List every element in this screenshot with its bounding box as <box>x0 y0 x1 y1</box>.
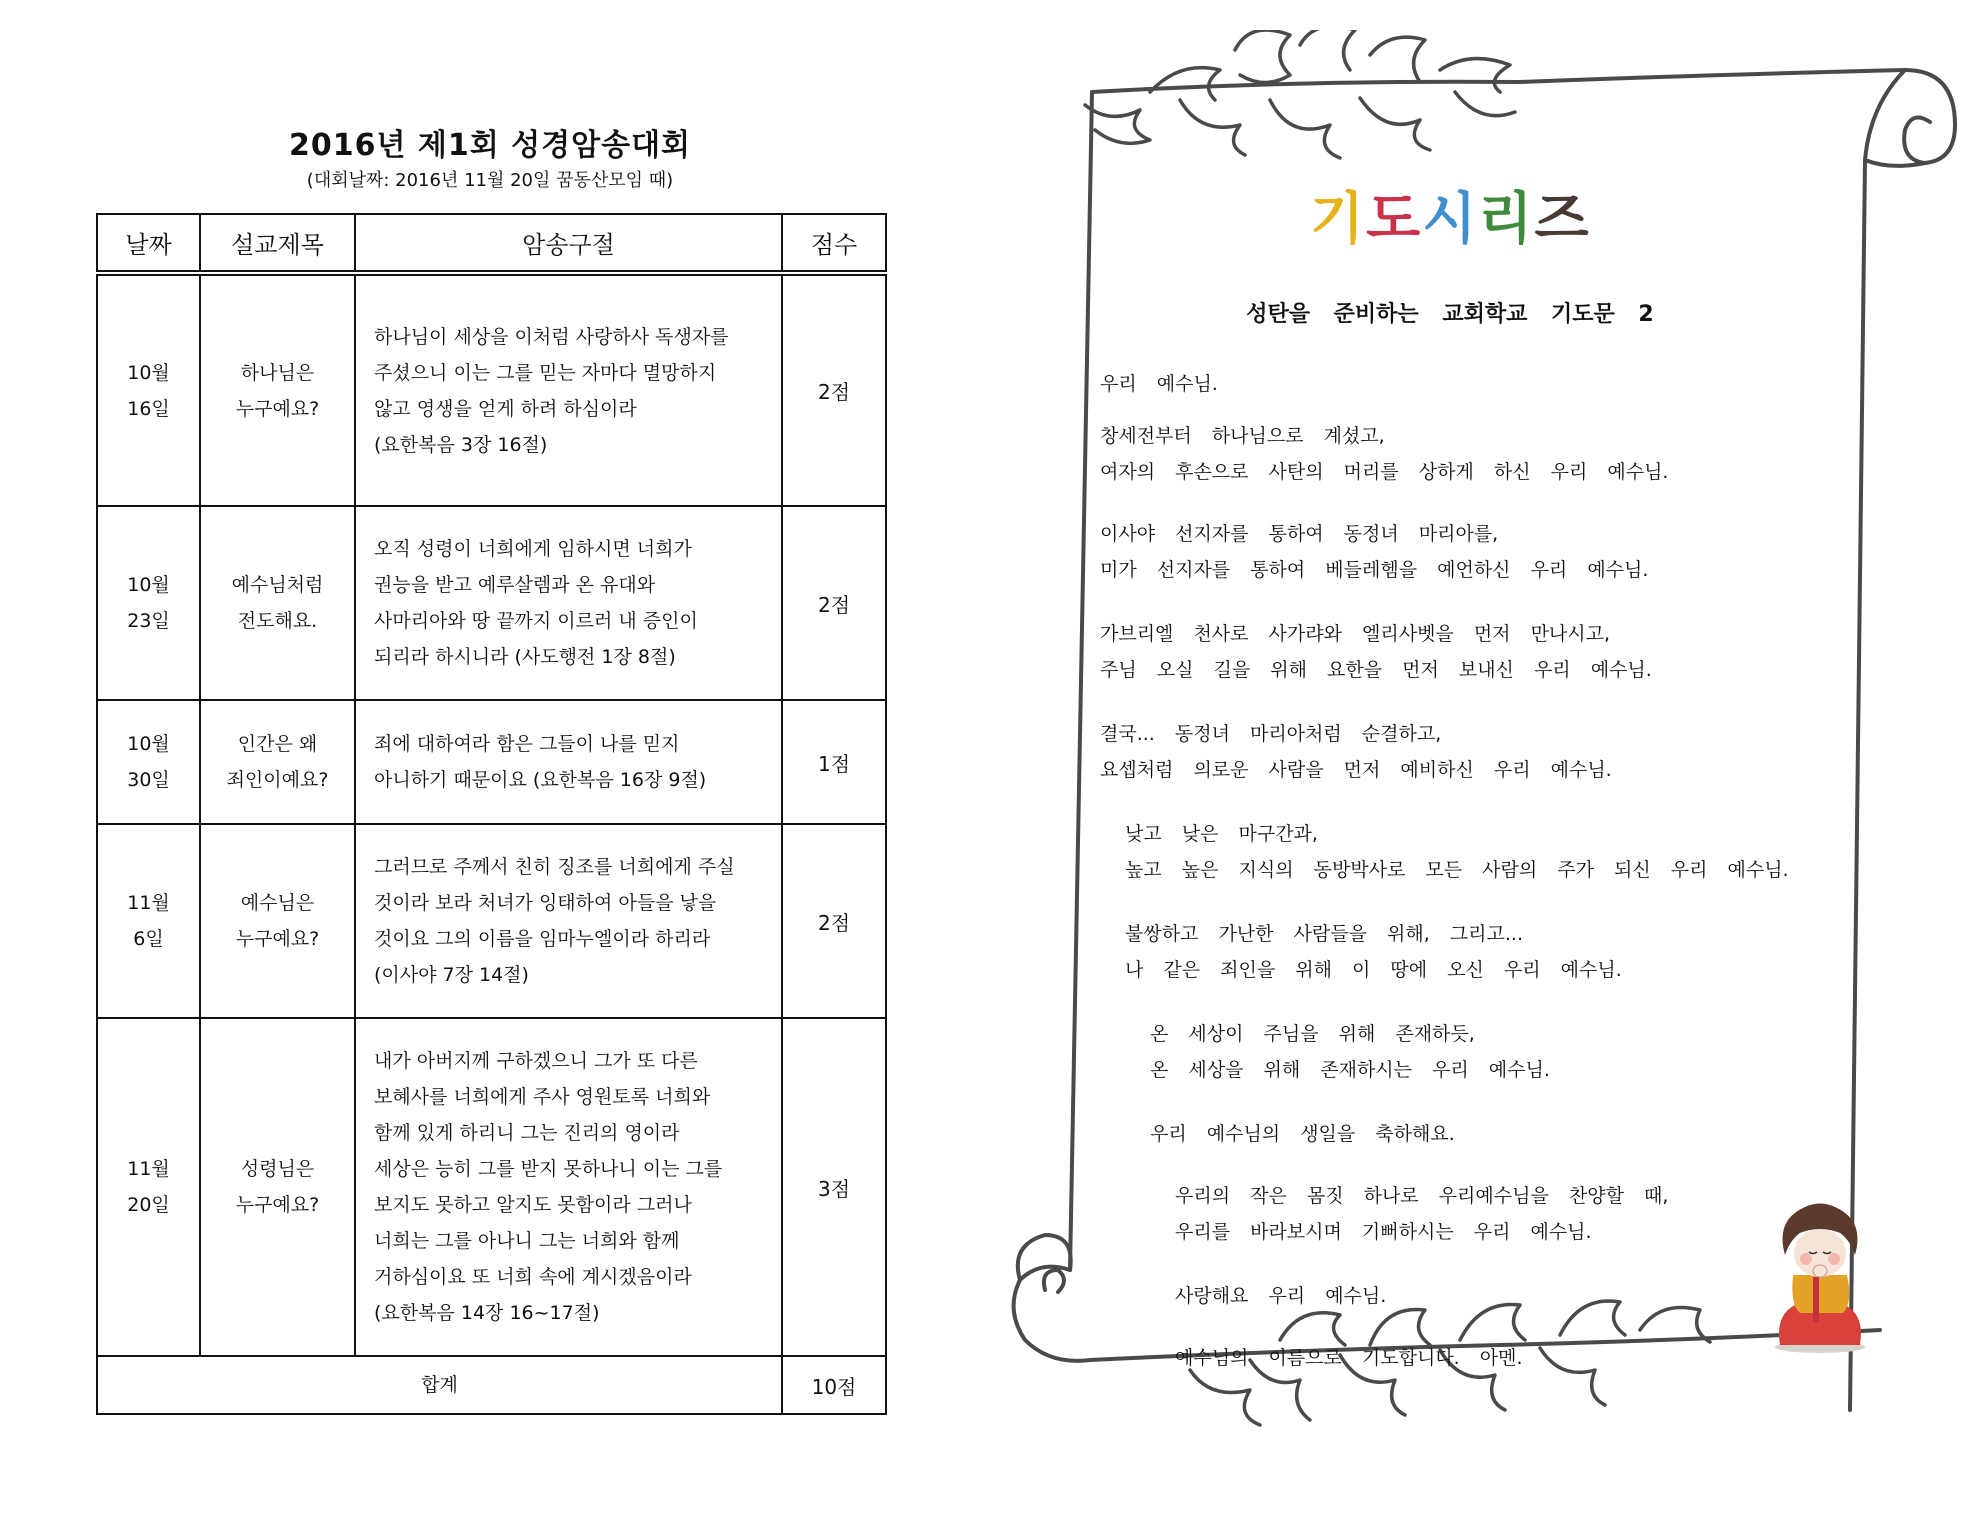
prayer-series-title <box>1310 175 1591 255</box>
table-row <box>97 273 886 506</box>
date-cell: 10월 23일 <box>97 506 200 700</box>
table-row <box>97 1018 886 1356</box>
contest-title: 2016년 제1회 성경암송대회 <box>288 128 692 163</box>
prayer-stanza: 결국... 동정녀 마리아처럼 순결하고, 요셉처럼 의로운 사람을 먼저 예비하신 우리 예수님. <box>1100 723 1612 781</box>
prayer-stanza: 가브리엘 천사로 사가랴와 엘리사벳을 먼저 만나시고, 주님 오실 길을 위해 요한을 먼저 보내신 우리 예수님. <box>1100 623 1652 681</box>
verse-cell: 내가 아버지께 구하겠으니 그가 또 다른 보혜사를 너희에게 주사 영원토록 너희와 함께 있게 하리니 그는 진리의 영이라 세상은 능히 그를 받지 못하나니 이는 그를 보지도 못하고 알지도 못함이라 그러나 너희는 그를 아나니 그는 너희와 함께 거하심이요 또 너희 속에 계시겠음이라 (요한복음 14장 16~17절) <box>355 1018 782 1356</box>
prayer-stanza: 창세전부터 하나님으로 계셨고, 여자의 후손으로 사탄의 머리를 상하게 하신 우리 예수님. <box>1100 425 1669 483</box>
prayer-title: 성탄을 준비하는 교회학교 기도문 2 <box>1246 302 1654 327</box>
sermon-cell: 예수님은 누구예요? <box>200 824 355 1018</box>
prayer-stanza: 낮고 낮은 마구간과, 높고 높은 지식의 동방박사로 모든 사람의 주가 되신 우리 예수님. <box>1125 823 1789 881</box>
prayer-stanza: 예수님의 이름으로 기도합니다. 아멘. <box>1175 1347 1523 1369</box>
verse-cell: 오직 성령이 너희에게 임하시면 너희가 권능을 받고 예루살렘과 온 유대와 사마리아와 땅 끝까지 이르러 내 증인이 되리라 하시니라 (사도행전 1장 8절) <box>355 506 782 700</box>
prayer-stanza: 우리의 작은 몸짓 하나로 우리예수님을 찬양할 때, 우리를 바라보시며 기뻐하시는 우리 예수님. <box>1175 1185 1669 1243</box>
sermon-cell: 하나님은 누구예요? <box>200 273 355 506</box>
header-score: 점수 <box>782 214 886 273</box>
series-title-char: 즈 <box>1534 187 1591 252</box>
praying-girl-illustration <box>1765 1195 1875 1355</box>
table-row <box>97 506 886 700</box>
table-header-row <box>97 214 886 273</box>
series-title-char: 리 <box>1478 187 1535 252</box>
series-title-char: 도 <box>1366 187 1423 252</box>
prayer-stanza: 우리 예수님의 생일을 축하해요. <box>1150 1123 1455 1145</box>
verse-cell: 그러므로 주께서 친히 징조를 너희에게 주실 것이라 보라 처녀가 잉태하여 아들을 낳을 것이요 그의 이름을 임마누엘이라 하리라 (이사야 7장 14절) <box>355 824 782 1018</box>
sermon-cell: 인간은 왜 죄인이예요? <box>200 700 355 824</box>
header-verse: 암송구절 <box>355 214 782 273</box>
score-cell: 2점 <box>782 824 886 1018</box>
score-cell: 3점 <box>782 1018 886 1356</box>
date-cell: 11월 6일 <box>97 824 200 1018</box>
prayer-stanza: 우리 예수님. <box>1100 373 1218 395</box>
series-title-char: 시 <box>1422 187 1479 252</box>
sermon-cell: 성령님은 누구예요? <box>200 1018 355 1356</box>
date-cell: 11월 20일 <box>97 1018 200 1356</box>
header-sermon-title: 설교제목 <box>200 214 355 273</box>
total-score: 10점 <box>782 1356 886 1414</box>
sermon-cell: 예수님처럼 전도해요. <box>200 506 355 700</box>
score-cell: 1점 <box>782 700 886 824</box>
header-date: 날짜 <box>97 214 200 273</box>
total-row <box>97 1356 886 1414</box>
score-cell: 2점 <box>782 273 886 506</box>
series-title-char: 기 <box>1310 187 1367 252</box>
prayer-stanza: 이사야 선지자를 통하여 동정녀 마리아를, 미가 선지자를 통하여 베들레헴을 예언하신 우리 예수님. <box>1100 523 1649 581</box>
verse-cell: 하나님이 세상을 이처럼 사랑하사 독생자를 주셨으니 이는 그를 믿는 자마다 멸망하지 않고 영생을 얻게 하려 하심이라 (요한복음 3장 16절) <box>355 273 782 506</box>
date-cell: 10월 16일 <box>97 273 200 506</box>
score-cell: 2점 <box>782 506 886 700</box>
memorization-table <box>96 213 887 1415</box>
prayer-stanza: 온 세상이 주님을 위해 존재하듯, 온 세상을 위해 존재하시는 우리 예수님. <box>1150 1023 1550 1081</box>
prayer-stanza: 사랑해요 우리 예수님. <box>1175 1285 1387 1307</box>
date-cell: 10월 30일 <box>97 700 200 824</box>
prayer-stanza: 불쌍하고 가난한 사람들을 위해, 그리고... 나 같은 죄인을 위해 이 땅에 오신 우리 예수님. <box>1125 923 1622 981</box>
total-label: 합계 <box>97 1356 782 1414</box>
verse-cell: 죄에 대하여라 함은 그들이 나를 믿지 아니하기 때문이요 (요한복음 16장 9절) <box>355 700 782 824</box>
contest-date-note: (대회날짜: 2016년 11월 20일 꿈동산모임 때) <box>306 170 674 191</box>
table-row <box>97 824 886 1018</box>
table-row <box>97 700 886 824</box>
